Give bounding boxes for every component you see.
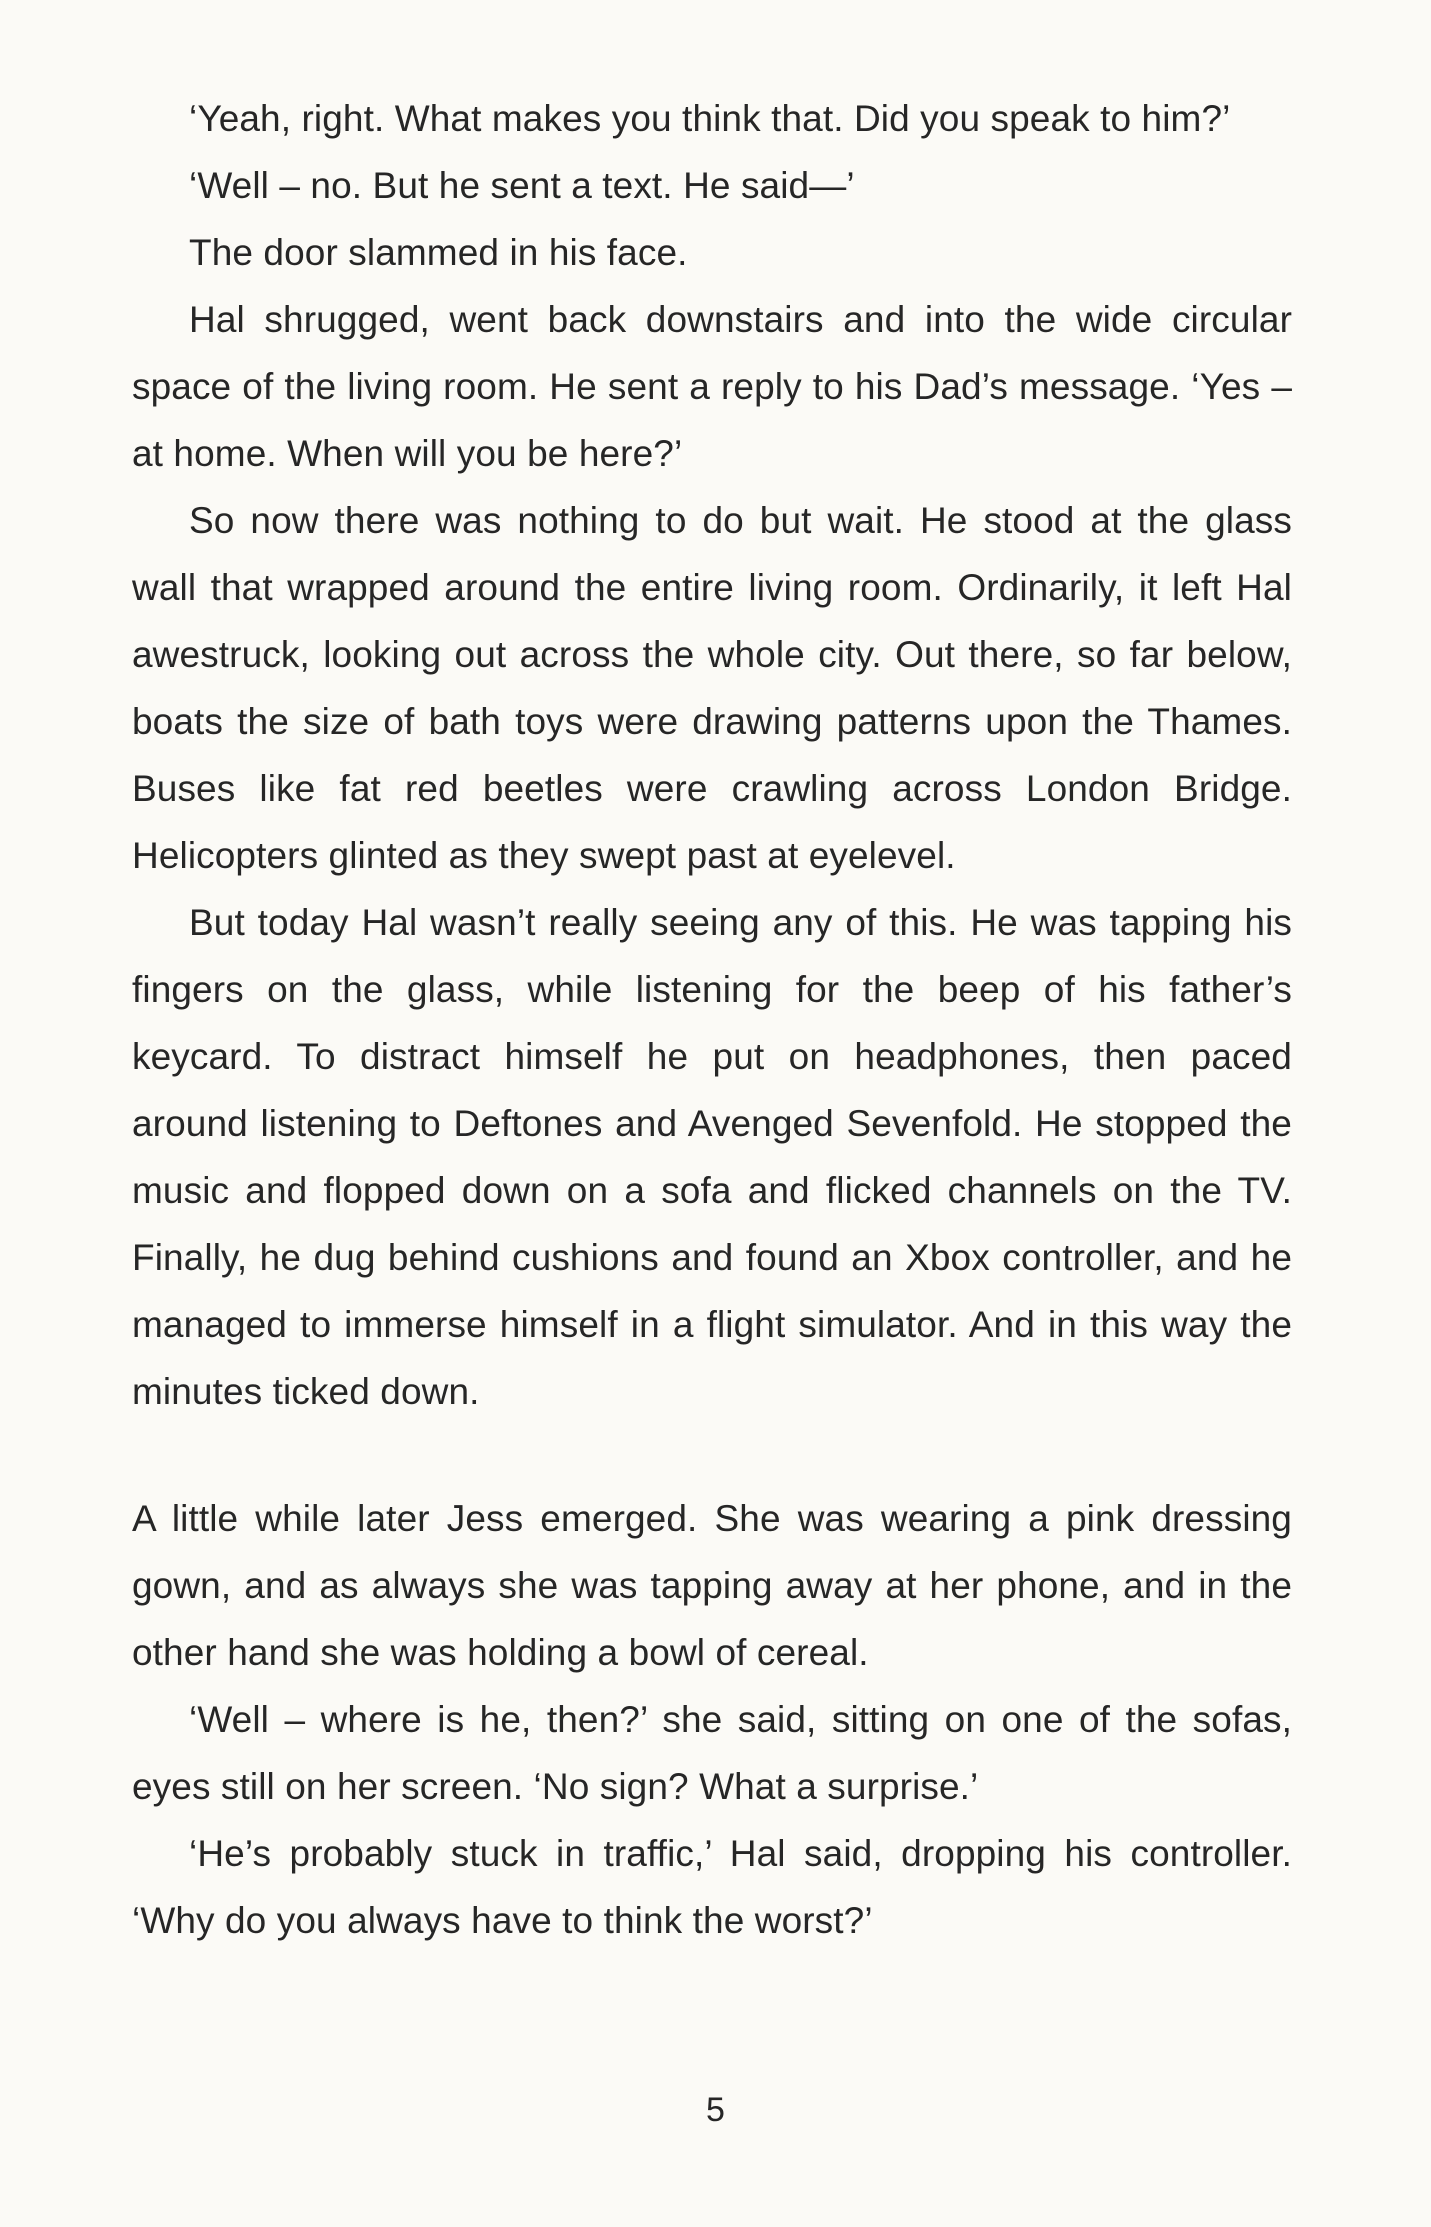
paragraph-where-is-he: ‘Well – where is he, then?’ she said, sitting on one of the sofas, eyes still on her screen. ‘No sign? What a surprise.’ xyxy=(132,1699,1292,1807)
paragraph-jess-emerged: A little while later Jess emerged. She was wearing a pink dressing gown, and as always she was tapping away at her phone, and in the other hand she was holding a bowl of cereal. xyxy=(132,1498,1292,1673)
page-number: 5 xyxy=(706,2091,725,2129)
paragraph-nothing-to-do: So now there was nothing to do but wait. He stood at the glass wall that wrapped around the entire living room. Ordinarily, it left Hal awestruck, looking out across the whole city. Out there, so far below, boats the size of bath toys were drawing patterns upon the Thames. Buses like fat red beetles were crawling across London Bridge. Helicopters glinted as they swept past at eyelevel. xyxy=(132,500,1292,876)
paragraph-stuck-in-traffic: ‘He’s probably stuck in traffic,’ Hal said, dropping his controller. ‘Why do you always have to think the worst?’ xyxy=(132,1833,1292,1941)
paragraph-but-today: But today Hal wasn’t really seeing any of this. He was tapping his fingers on the glass, while listening for the beep of his father’s keycard. To distract himself he put on headphones, then paced around listening to Deftones and Avenged Sevenfold. He stopped the music and flopped down on a sofa and flicked channels on the TV. Finally, he dug behind cushions and found an Xbox controller, and he managed to immerse himself in a flight simulator. And in this way the minutes ticked down. xyxy=(132,902,1292,1412)
section-one xyxy=(132,85,1292,1425)
paragraph-dialogue-well-no: ‘Well – no. But he sent a text. He said—’ xyxy=(189,165,855,206)
paragraph-dialogue-yeah-right: ‘Yeah, right. What makes you think that. Did you speak to him?’ xyxy=(189,98,1231,139)
paragraph-hal-shrugged: Hal shrugged, went back downstairs and into the wide circular space of the living room. He sent a reply to his Dad’s message. ‘Yes – at home. When will you be here?’ xyxy=(132,299,1292,474)
section-two xyxy=(132,1485,1292,1954)
paragraph-door-slammed: The door slammed in his face. xyxy=(189,232,688,273)
